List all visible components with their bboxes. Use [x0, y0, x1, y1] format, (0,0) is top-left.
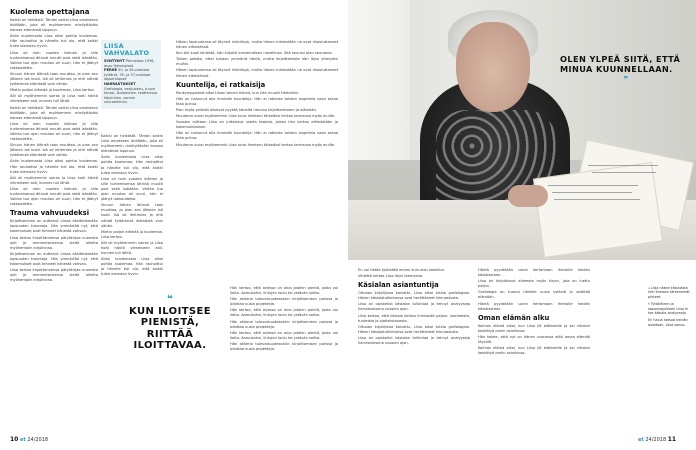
paragraph: Liisa oli noin vuoden ikäinen ja sille tuntemisensa äitinsä muutti pois sekä isästään. Vaikka tuo ajan muutos oli suuri, hän ei jäänyt rakkaudetta. [10, 121, 98, 142]
paragraph: Kirjoittaminen on auttanut Liisaa käsittelemään lapsuuden traumoja. Hän ymmärtää nyt, että kokemukset ovat tehneet hänestä vahvan. [10, 251, 98, 267]
paragraph: Liisa oli noin vuoden ikäinen ja sille tuntemisensa äitinsä muutti pois sekä isästään. Vaikka tuo ajan muutos oli suuri, hän ei jäänyt rakkaudetta. [10, 186, 98, 207]
right-page [348, 0, 696, 450]
paragraph: Liisa oli noin vuoden ikäinen ja sille tuntemisensa äitinsä muutti pois sekä isästään. Vaikka tuo ajan muutos oli suuri, hän ei jäänyt rakkaudetta. [10, 50, 98, 70]
paragraph: Liisa on opiskellut käsialan tulkintaa ja tehnyt analyyseja harrastuksena vuosien ajan. [358, 302, 470, 312]
paragraph: Sinuun hänen äitinsä taas muuttaa, ja pian sen jälkeen isä kuoli. Isä oli lehtimies ja ehti nähdä tyttärensä elämästä vain vähän. [10, 71, 98, 87]
paragraph: Liisa kertoo kirjoittaneensa päiväkirjaa nuoresta asti ja ammentaneensa sieltä aiheita myöhempiin kirjoihinsa. [10, 235, 98, 250]
paragraph: Hän kokee, että nyt on hänen vuoronsa elää omaa elämää täysillä. [478, 334, 590, 345]
paragraph: Kaikki on helkästä. Tämän saikin Liisa omakseen äidiltään, joka eli myöhemmin miellyttäväsi kanssa elämänsä loppuun. [101, 134, 163, 154]
paragraph: Hän ahkeroi tulevaisuudessakin kirjoittamisen parissa ja odottaa uusia projekteja. [230, 319, 338, 329]
caption-arrow-icon: ◂ [648, 286, 650, 290]
paragraph: Kaikki on helkästä. Tämän saikin Liisa omakseen äidiltään, joka eli myöhemmin miellyttäväsi kanssa elämänsä loppuun. [10, 105, 98, 120]
quote-icon: ❝ [166, 294, 174, 305]
paragraph: Vuosien mittaan Liisa on julkaissut useita teoksia, joissa hän kertoo elämästään ja kokemuksistaan. [176, 120, 338, 130]
photo-caption [648, 286, 694, 330]
section-heading: Kuuntelija, ei ratkaisija [176, 80, 266, 89]
paragraph: Hän kertoo, että arjessa on aina jotakin pientä, josta voi iloita. Aamukahvi, lintujen laulu tai ystävän soitto. [230, 330, 338, 340]
paragraph: Sinuun hänen äitinsä taas muuttaa, ja pian sen jälkeen isä kuoli. Isä oli lehtimies ja ehti nähdä tyttärensä elämästä vain vähän. [101, 203, 163, 228]
paragraph: Liisa kertoo kirjoittaneensa päiväkirjaa nuoresta asti ja ammentaneensa sieltä aiheita myöhempiin kirjoihinsa. [10, 268, 98, 283]
paragraph: Liisa on kirjoittanut aiheesta myös kirjan, jota on luettu paljon. [478, 279, 590, 289]
paragraph: Äiti oli myöhemmin sairas ja Liisa hoiti häntä viimeiseen asti, kunnes tuli lähtö. [10, 94, 98, 104]
profile-name: LIISA VAHVALATO [104, 42, 150, 57]
page-number: 10 [10, 436, 19, 443]
pull-quote [560, 54, 692, 84]
paragraph: Mietin paljon elämää ja kuolemaa, Liisa kertoo. [10, 88, 95, 93]
paragraph: Sinuun hänen äitinsä taas muuttaa, ja pian sen jälkeen isä kuoli. Isä oli lehtimies ja ehti nähdä tyttärensä elämästä vain vähän. [10, 143, 98, 158]
paragraph: Kirjoittaminen on auttanut Liisaa käsittelemään lapsuuden traumoja. Hän ymmärtää nyt, että kokemukset ovat tehneet hänestä vahvan. [10, 219, 98, 234]
paragraph: Oltuaan kirjailijana kaivattu, Liisa alkoi tutkia grafologiaa. Hänen käsialatulkintansa ovat herättäneet kiinnostusta. [358, 324, 470, 334]
paragraph: Kolmas elämä alkoi, kun Liisa jäi eläkkeelle ja sai vihdoin keskittyä omiin asioihinsa. [478, 323, 590, 333]
caption-text: En halua katsoa heidän asioitaan, Liisa sanoo. [648, 318, 688, 327]
quote-icon: ❞ [623, 74, 629, 84]
family-text: 50- ja 58-vuotiaat tyttäret, 35- ja 37-vuotiaat lapsenlapset [104, 68, 151, 82]
paragraph: Äidin kuolemasta Liisa alkoi pohtia kuolemaa. Hän rauhoittui ja hänelle tuli olo, että kaikki tulee olemaan hyvin. [101, 257, 163, 277]
paragraph: Hän on halunnut olla ihmisille kuuntelija. Hän ei ratkaise toisten ongelmia vaan antaa tilaa puhua. [176, 131, 338, 141]
pull-quote-text: KUN ILOITSEE PIENISTÄ, RIITTÄÄ ILOITTAVAA. [129, 305, 211, 351]
page-folio [638, 436, 676, 443]
paragraph: Hän ahkeroi tulevaisuudessakin kirjoittamisen parissa ja odottaa uusia projekteja. [230, 297, 338, 307]
section-heading: Oman elämän alku [478, 313, 550, 322]
paragraph: Viidettä kertaa Liisa löysi teemansa. [358, 274, 424, 279]
right-column-2 [478, 268, 590, 436]
issue-number: 24/2018 [645, 437, 667, 443]
hobby-label: HARRASTUKSET [104, 81, 136, 86]
hobby-text: Grafologia, vesijuoksu, tuuva tanssi, laulaminen, teatterissa käyminen, somen seuraaminen. [104, 86, 158, 105]
paragraph: Kun äiti kuoli lehdistä, hän kirjoitti ensimmäisen novellinsa. Sitä seurasi pian seuraava. [176, 51, 333, 56]
left-column-3 [176, 40, 338, 280]
paragraph: Kolmas elämä alkoi, kun Liisa jäi eläkkeelle ja sai vihdoin keskittyä omiin asioihinsa. [478, 346, 590, 356]
paragraph: Hänen lapsuutensa oli täynnä ristiriitoja, mutta hänen mielestään ne ovat rikastuttaneet hänen elämäänsä. [176, 40, 338, 50]
family-label: PERHE [104, 68, 117, 73]
portrait-photo [348, 0, 696, 260]
paragraph: Kaikki on helkästä. Tämän saikin Liisa omakseen äidiltään, joka eli myöhemmin miellyttäväsi kanssa elämänsä loppuun. [10, 18, 98, 33]
born-text: Pernioissa 1936, asuu Helsingissä [104, 59, 155, 68]
pull-quote [120, 294, 220, 352]
paragraph: Parikymppisenä alkoi Liisan toinen elämä, kun hän muutti Helsinkiin. [176, 90, 300, 95]
issue-number: 24/2018 [27, 437, 49, 443]
paragraph: Mietin paljon elämää ja kuolemaa, Liisa kertoo. [101, 229, 163, 239]
caption-arrow-icon: ▾ [648, 302, 650, 307]
paragraph: Häntä pyydetään usein kertomaan ihmisille heidän käsialastaan. [478, 268, 590, 278]
paragraph: Äidin kuolemasta Liisa alkoi pohtia kuolemaa. Hän rauhoittui ja hänelle tuli olo, että kaikki tulee olemaan hyvin. [101, 155, 163, 175]
profile-box [101, 40, 161, 109]
born-label: SYNTYNYT [104, 59, 125, 63]
caption-text: Liisa näkee käsialasta heti ihmisen tärkeimmät piirteet. [648, 286, 690, 299]
paragraph: Oltuaan kirjailijana kaivattu, Liisa alkoi tutkia grafologiaa. Hänen käsialatulkintansa ovat herättäneet kiinnostusta. [358, 291, 470, 301]
magazine-brand: et [19, 437, 26, 443]
paragraph: Hän on halunnut olla ihmisille kuuntelija. Hän ei ratkaise toisten ongelmia vaan antaa tilaa puhua. [176, 96, 338, 106]
paragraph: Äidin kuolemasta Liisa alkoi pohtia kuolemaa. Hän rauhoittui ja hänelle tuli olo, että kaikki tulee olemaan hyvin. [10, 34, 98, 49]
paragraph: Häntä pyydetään usein kertomaan ihmisille heidän käsialastaan. [478, 301, 590, 311]
paragraph: Grafologia on tuonut hänelle uusia ystäviä ja sisältöä elämään. [478, 290, 590, 300]
section-heading: Trauma vahvuudeksi [10, 209, 90, 218]
caption-text: Tyttärilleen ja lapsenlapsilleen Liisa ei tee käsiala-analyyseja. [648, 302, 689, 316]
left-column-1 [10, 6, 98, 434]
paragraph: Hän kertoo, että arjessa on aina jotakin pientä, josta voi iloita. Aamukahvi, lintujen laulu tai ystävän soitto. [230, 308, 338, 318]
right-column-1 [358, 268, 470, 436]
paragraph: En voi tietää tykkääkö ennen kuin olen kokeillut. [358, 268, 446, 272]
section-heading: Kuolema opettajana [10, 8, 90, 16]
paragraph: Pian myös ystävät alkoivat pyytää häneltä neuvoa kirjoittamiseen ja elämään. [176, 107, 317, 112]
paragraph: Muutama vuosi myöhemmin Liisa tunsi ilmeisen tärkeäksi kertoa tarinansa myös muille. [176, 142, 336, 147]
paragraph: Liisa kertoo, että käsiala kertoo ihmisestä paljon: luonteesta, tunteista ja ajattelutavasta. [358, 313, 470, 323]
section-heading: Käsialan asiantuntija [358, 281, 439, 290]
paragraph: Hänen lapsuutensa oli täynnä ristiriitoja, mutta hänen mielestään ne ovat rikastuttaneet hänen elämäänsä. [176, 68, 338, 78]
magazine-brand: et [638, 437, 644, 443]
left-column-2-lower [101, 134, 163, 294]
paragraph: Toinen pelkäsi, ettei kukaan ymmärrä häntä, mutta kirjoittamalla hän löysi yhteyden muihin. [176, 57, 338, 67]
paragraph: Äiti oli myöhemmin sairas ja Liisa hoiti häntä viimeiseen asti, kunnes tuli lähtö. [10, 175, 98, 185]
paragraph: Äidin kuolemasta Liisa alkoi pohtia kuolemaa. Hän rauhoittui ja hänelle tuli olo, että kaikki tulee olemaan hyvin. [10, 159, 98, 174]
paragraph: Liisa on opiskellut käsialan tulkintaa ja tehnyt analyyseja harrastuksena vuosien ajan. [358, 335, 470, 346]
paragraph: Äiti oli myöhemmin sairas ja Liisa hoiti häntä viimeiseen asti, kunnes tuli lähtö. [101, 240, 163, 256]
paragraph: Liisa oli noin vuoden ikäinen ja sille tuntemisensa äitinsä muutti pois sekä isästään. Vaikka tuo ajan muutos oli suuri, hän ei jäänyt rakkaudetta. [101, 176, 163, 202]
paragraph: Muutama vuosi myöhemmin Liisa tunsi ilmeisen tärkeäksi kertoa tarinansa myös muille. [176, 114, 336, 119]
page-folio [10, 436, 48, 443]
pull-quote-text: OLEN YLPEÄ SIITÄ, ETTÄ MINUA KUUNNELLAAN. [560, 54, 681, 74]
page-number: 11 [667, 436, 677, 443]
paragraph: Hän ahkeroi tulevaisuudessakin kirjoittamisen parissa ja odottaa uusia projekteja. [230, 341, 338, 352]
left-column-3-bottom [230, 286, 338, 432]
paragraph: Hän kertoo, että arjessa on aina jotakin pientä, josta voi iloita. Aamukahvi, lintujen laulu tai ystävän soitto. [230, 286, 338, 296]
